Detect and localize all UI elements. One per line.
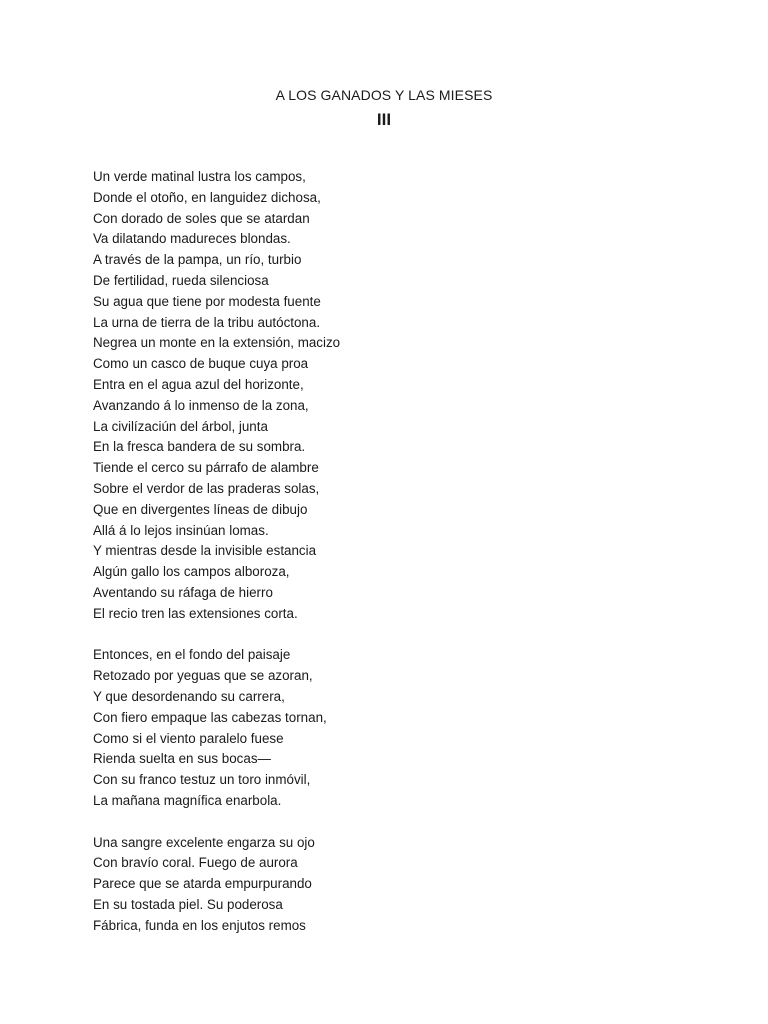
stanza	[93, 167, 693, 625]
poem-line: Entra en el agua azul del horizonte,	[93, 376, 304, 392]
poem-line: Aventando su ráfaga de hierro	[93, 584, 273, 600]
poem-line: Allá á lo lejos insinúan lomas.	[93, 522, 269, 538]
poem-line: Como si el viento paralelo fuese	[93, 730, 284, 746]
poem-line: Como un casco de buque cuya proa	[93, 356, 309, 372]
poem-line: Donde el otoño, en languidez dichosa,	[93, 189, 321, 205]
poem-line: De fertilidad, rueda silenciosa	[93, 272, 269, 288]
stanza	[93, 833, 693, 937]
poem-line: En su tostada piel. Su poderosa	[93, 896, 283, 912]
section-numeral: III	[376, 110, 392, 129]
poem-line: A través de la pampa, un río, turbio	[93, 252, 302, 268]
poem-line: Con dorado de soles que se atardan	[93, 210, 310, 226]
poem-line: La mañana magnífica enarbola.	[93, 792, 282, 808]
poem-title: A LOS GANADOS Y LAS MIESES	[275, 87, 493, 103]
poem-line: Su agua que tiene por modesta fuente	[93, 293, 321, 309]
poem-line: Rienda suelta en sus bocas—	[93, 751, 271, 767]
poem-line: Negrea un monte en la extensión, macizo	[93, 335, 341, 351]
poem-line: Va dilatando madureces blondas.	[93, 231, 291, 247]
poem-line: Tiende el cerco su párrafo de alambre	[93, 460, 319, 476]
poem-line: Fábrica, funda en los enjutos remos	[93, 917, 306, 933]
poem-line: Parece que se atarda empurpurando	[93, 876, 312, 892]
poem-line: Y que desordenando su carrera,	[93, 688, 285, 704]
stanza	[93, 645, 693, 811]
poem-line: Con su franco testuz un toro inmóvil,	[93, 772, 311, 788]
poem-line: La civilízaciún del árbol, junta	[93, 418, 268, 434]
poem-line: Con fiero empaque las cabezas tornan,	[93, 709, 327, 725]
poem-line: En la fresca bandera de su sombra.	[93, 439, 306, 455]
poem-line: Que en divergentes líneas de dibujo	[93, 501, 308, 517]
poem-line: Avanzando á lo inmenso de la zona,	[93, 397, 309, 413]
poem-line: Algún gallo los campos alboroza,	[93, 564, 290, 580]
poem-line: Y mientras desde la invisible estancia	[93, 543, 317, 559]
poem-line: Con bravío coral. Fuego de aurora	[93, 855, 298, 871]
poem-line: Una sangre excelente engarza su ojo	[93, 834, 315, 850]
poem-line: Sobre el verdor de las praderas solas,	[93, 480, 320, 496]
poem-line: La urna de tierra de la tribu autóctona.	[93, 314, 321, 330]
poem-line: Entonces, en el fondo del paisaje	[93, 647, 291, 663]
poem-line: El recio tren las extensiones corta.	[93, 605, 298, 621]
poem-line: Retozado por yeguas que se azoran,	[93, 668, 313, 684]
poem-body	[93, 167, 693, 957]
poem-line: Un verde matinal lustra los campos,	[93, 169, 306, 184]
